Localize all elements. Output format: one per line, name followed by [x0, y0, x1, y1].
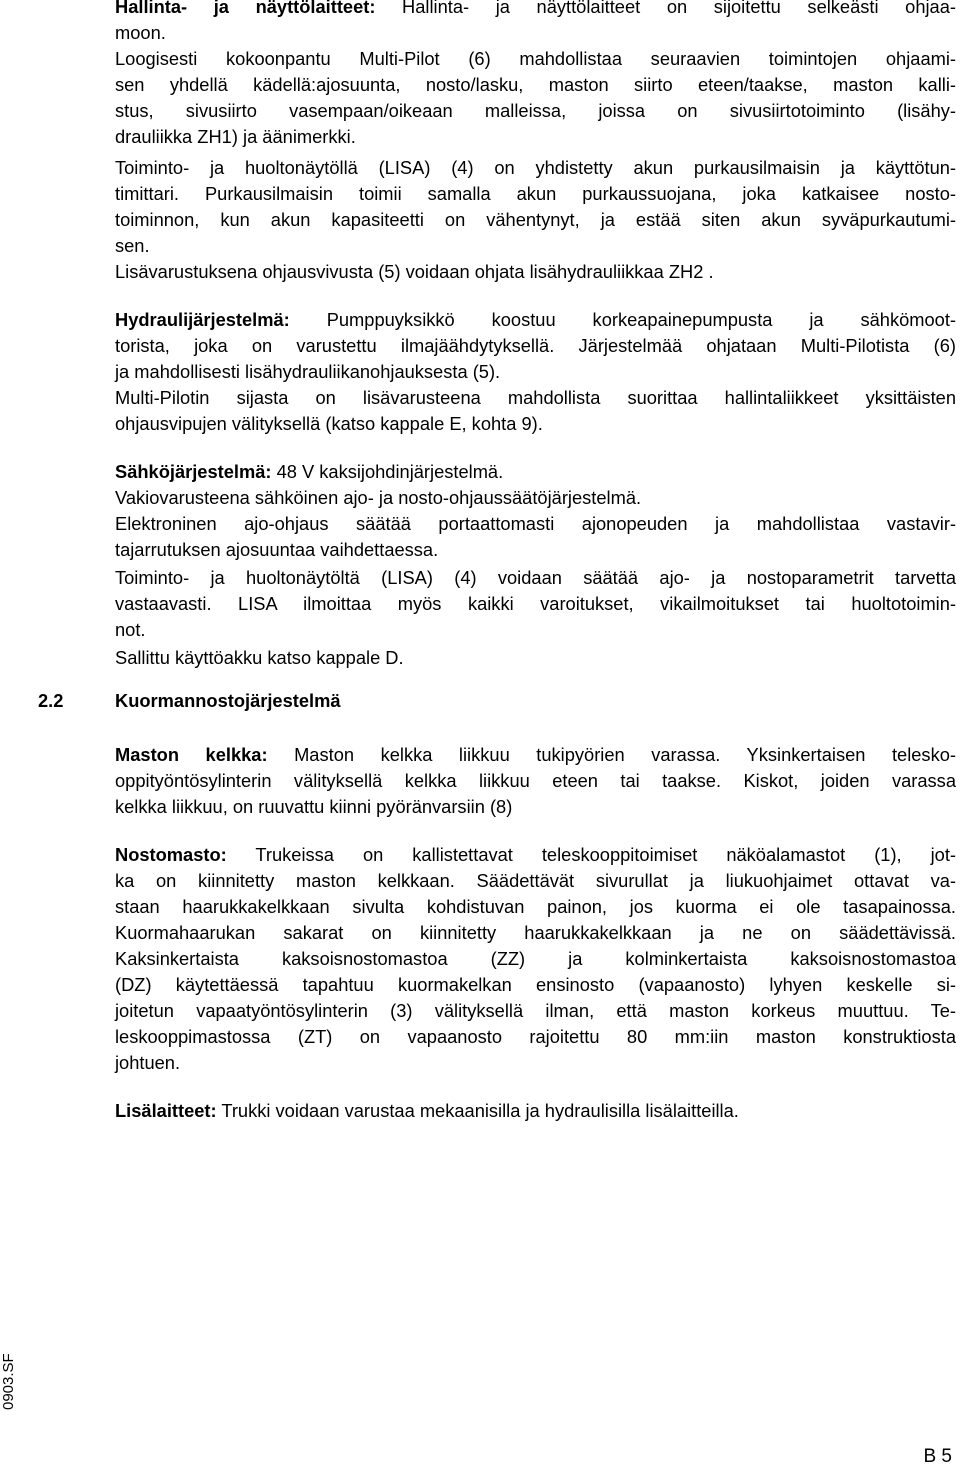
paragraph-label: Hydraulijärjestelmä:	[115, 309, 290, 330]
text-line: johtuen.	[115, 1052, 181, 1073]
text-line: oppityöntösylinterin välityksellä kelkka liikkuu eteen tai taakse. Kiskot, joiden varassa	[115, 770, 956, 791]
paragraph-label: Nostomasto:	[115, 844, 227, 865]
text-line: Lisävarustuksena ohjausvivusta (5) voidaan ohjata lisähydrauliikkaa ZH2 .	[115, 261, 714, 282]
text-line: staan haarukkakelkkaan sivulta kohdistuvan painon, jos kuorma ei ole tasapainossa.	[115, 896, 956, 917]
line-text: Pumppuyksikkö koostuu korkeapainepumpusta ja sähkömoot-	[326, 309, 956, 330]
text-line: leskooppimastossa (ZT) on vapaanosto rajoitettu 80 mm:iin maston konstruktiosta	[115, 1026, 956, 1047]
text-line: Multi-Pilotin sijasta on lisävarusteena mahdollista suorittaa hallintaliikkeet yksittäisten	[115, 387, 956, 408]
text-line: vastaavasti. LISA ilmoittaa myös kaikki varoitukset, vikailmoitukset tai huoltotoimin-	[115, 593, 956, 614]
paragraph-label: Lisälaitteet:	[115, 1100, 217, 1121]
text-line: drauliikka ZH1) ja äänimerkki.	[115, 126, 356, 147]
document-code: 0903.SF	[0, 1353, 17, 1410]
text-line: timittari. Purkausilmaisin toimii samalla akun purkaussuojana, joka katkaisee nosto-	[115, 183, 956, 204]
paragraph-label: Sähköjärjestelmä:	[115, 461, 272, 482]
text-line: Sallittu käyttöakku katso kappale D.	[115, 647, 404, 668]
text-line	[115, 0, 956, 20]
text-line	[115, 307, 956, 333]
text-line: Kuormahaarukan sakarat on kiinnitetty haarukkakelkkaan ja ne on säädettävissä.	[115, 922, 956, 943]
text-line: kelkka liikkuu, on ruuvattu kiinni pyöränvarsiin (8)	[115, 796, 513, 817]
text-line: ohjausvipujen välityksellä (katso kappale E, kohta 9).	[115, 413, 543, 434]
text-line	[115, 459, 956, 485]
text-line: ka on kiinnitetty maston kelkkaan. Säädettävät sivurullat ja liukuohjaimet ottavat va-	[115, 870, 956, 891]
text-line: ja mahdollisesti lisähydrauliikanohjauksesta (5).	[115, 361, 501, 382]
text-line: Toiminto- ja huoltonäytöltä (LISA) (4) voidaan säätää ajo- ja nostoparametrit tarvetta	[115, 567, 956, 588]
line-text: Trukeissa on kallistettavat teleskooppitoimiset näköalamastot (1), jot-	[255, 844, 957, 865]
paragraph-label: Maston kelkka:	[115, 744, 268, 765]
text-line: tajarrutuksen ajosuuntaa vaihdettaessa.	[115, 539, 439, 560]
line-text: 48 V kaksijohdinjärjestelmä.	[276, 461, 504, 482]
text-line: stus, sivusiirto vasempaan/oikeaan malleissa, joissa on sivusiirtotoiminto (lisähy-	[115, 100, 956, 121]
text-line	[115, 742, 956, 768]
text-line: sen yhdellä kädellä:ajosuunta, nosto/lasku, maston siirto eteen/taakse, maston kalli-	[115, 74, 956, 95]
section-title: Kuormannostojärjestelmä	[115, 690, 341, 711]
text-line: toiminnon, kun akun kapasiteetti on vähentynyt, ja estää siten akun syväpurkautumi-	[115, 209, 956, 230]
line-text: Hallinta- ja näyttölaitteet on sijoitettu selkeästi ohjaa-	[402, 0, 956, 17]
text-line: moon.	[115, 22, 166, 43]
text-line	[115, 842, 956, 868]
text-line	[115, 1098, 956, 1124]
paragraph-label: Hallinta- ja näyttölaitteet:	[115, 0, 376, 17]
text-line: torista, joka on varustettu ilmajäähdytyksellä. Järjestelmää ohjataan Multi-Pilotista (6)	[115, 335, 956, 356]
text-line: Vakiovarusteena sähköinen ajo- ja nosto-ohjaussäätöjärjestelmä.	[115, 487, 642, 508]
text-line: not.	[115, 619, 146, 640]
text-line: sen.	[115, 235, 150, 256]
section-number: 2.2	[38, 690, 64, 711]
text-line: joitetun vapaatyöntösylinterin (3) välityksellä ilman, että maston korkeus muuttuu. Te-	[115, 1000, 956, 1021]
text-line: (DZ) käytettäessä tapahtuu kuormakelkan ensinosto (vapaanosto) lyhyen keskelle si-	[115, 974, 956, 995]
line-text: Maston kelkka liikkuu tukipyörien varassa. Yksinkertaisen telesko-	[294, 744, 956, 765]
text-line: Kaksinkertaista kaksoisnostomastoa (ZZ) ja kolminkertaista kaksoisnostomastoa	[115, 948, 956, 969]
text-line: Loogisesti kokoonpantu Multi-Pilot (6) mahdollistaa seuraavien toimintojen ohjaami-	[115, 48, 956, 69]
line-text: Trukki voidaan varustaa mekaanisilla ja hydraulisilla lisälaitteilla.	[221, 1100, 739, 1121]
text-line: Toiminto- ja huoltonäytöllä (LISA) (4) on yhdistetty akun purkausilmaisin ja käyttötun-	[115, 157, 956, 178]
text-line: Elektroninen ajo-ohjaus säätää portaattomasti ajonopeuden ja mahdollistaa vastavir-	[115, 513, 956, 534]
page-number: B 5	[923, 1446, 952, 1467]
